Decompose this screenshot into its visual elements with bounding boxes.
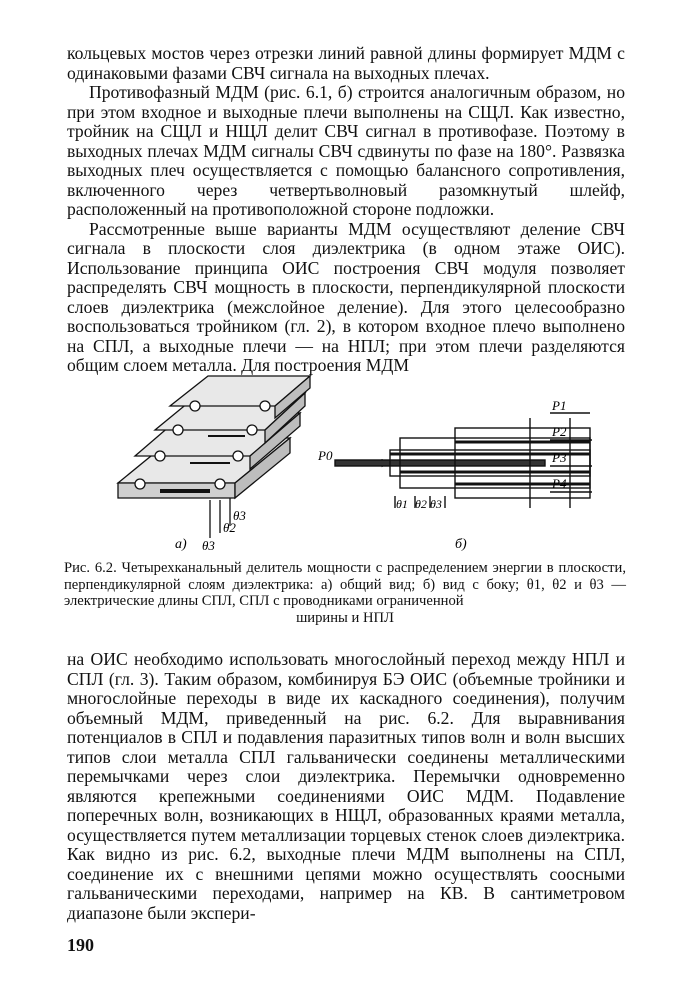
theta2-label-a: θ2 xyxy=(223,520,236,535)
p3-label: P3 xyxy=(552,450,567,465)
page-number: 190 xyxy=(67,935,94,955)
label-b: б) xyxy=(455,537,467,552)
paragraph-interlayer-division: Рассмотренные выше варианты МДМ осуществляют деление СВЧ сигнала в плоскости слоя диэлектрика (в одном этаже ОИС). Использование принципа ОИС построения СВЧ модуля позволяет распределять СВЧ мощность в плоскости, перпендикулярной плоскости слоев диэлектрика (межслойное деление). Для этого целесообразно воспользоваться тройником (гл. 2), в котором входное плечо выполнено на СПЛ, а выходные плечи — на НПЛ; при этом плечи разделяются общим слоем металла. Для построения МДМ xyxy=(67,218,625,375)
caption-main: Рис. 6.2. Четырехканальный делитель мощности с распределением энергии в плоскости, перпендикулярной слоям диэлектрика: а) общий вид; б) вид с боку; θ1, θ2 и θ3 — электрические длины СПЛ, СПЛ с проводниками ограниченной xyxy=(64,560,626,610)
theta3-label-a-low: θ3 xyxy=(202,538,215,553)
theta2-label-b: θ2 xyxy=(415,497,427,511)
p1-label: P1 xyxy=(552,398,567,413)
caption-last-line: ширины и НПЛ xyxy=(296,609,394,626)
paragraph-continuation: кольцевых мостов через отрезки линий равной длины формирует МДМ с одинаковыми фазами СВЧ сигнала на выходных плечах. xyxy=(67,43,625,83)
top-text-block xyxy=(67,44,625,376)
label-a: а) xyxy=(175,537,187,552)
theta3-label-a-high: θ3 xyxy=(233,508,246,523)
theta3-label-b: θ3 xyxy=(430,497,442,511)
paragraph-volumetric-mdm: на ОИС необходимо использовать многослойный переход между НПЛ и СПЛ (гл. 3). Таким образом, комбинируя БЭ ОИС (объемные тройники и многослойные переходы в виде их каскадного соединения), получим объемный МДМ, приведенный на рис. 6.2. Для выравнивания потенциалов в СПЛ и подавления паразитных типов волн и волн высших типов слои металла СПЛ гальванически соединены металлическими перемычками через слои диэлектрика. Перемычки одновременно являются крепежными соединениями ОИС МДМ. Подавление поперечных волн, возникающих в НЩЛ, образованных краями металла, осуществляется путем металлизации торцевых стенок слоев диэлектрика. Как видно из рис. 6.2, выходные плечи МДМ выполнены на СПЛ, соединение их с внешними цепями можно осуществлять соосными гальваническими переходами, например на КВ. В сантиметровом диапазоне были экспери- xyxy=(67,649,625,923)
paragraph-antiphase-mdm: Противофазный МДМ (рис. 6.1, б) строится аналогичным образом, но при этом входное и выходные плечи выполнены на СЩЛ. Как известно, тройник на СЩЛ и НЩЛ делит СВЧ сигнал в противофазе. Поэтому в выходных плечах МДМ сигналы СВЧ сдвинуты по фазе на 180°. Развязка выходных плеч осуществляется с помощью балансного сопротивления, включенного через четвертьволновый разомкнутый шлейф, расположенный на противоположной стороне подложки. xyxy=(67,82,625,219)
p4-label: P4 xyxy=(552,476,567,491)
p0-label: P0 xyxy=(318,448,333,463)
p2-label: P2 xyxy=(552,424,567,439)
bottom-text-block xyxy=(67,650,625,923)
figure-6-2 xyxy=(60,368,630,563)
figure-drawing xyxy=(60,368,630,563)
general-view-drawing xyxy=(118,376,310,538)
figure-caption xyxy=(64,560,626,626)
theta1-label: θ1 xyxy=(396,497,408,511)
